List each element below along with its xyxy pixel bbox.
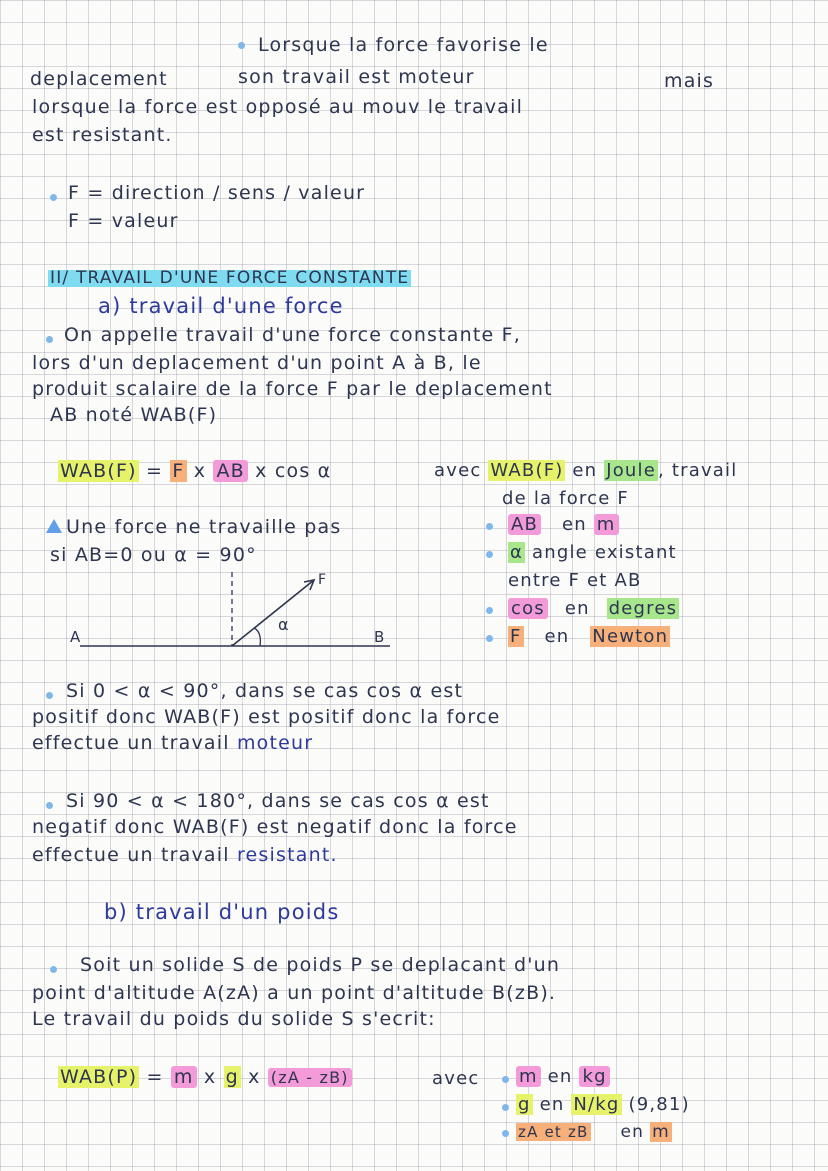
times-sign: x: [255, 460, 268, 482]
bullet-icon: [50, 194, 57, 201]
en-label: en: [539, 1094, 565, 1115]
resistant-word: resistant.: [236, 844, 338, 866]
mass-symbol: m: [171, 1066, 197, 1088]
work-symbol: WAB(P): [60, 1066, 138, 1088]
bullet-icon: [486, 551, 493, 558]
en-label: en: [547, 1066, 573, 1087]
meter-unit: m: [594, 514, 619, 535]
en-label: en: [620, 1122, 645, 1142]
gravity-symbol: g: [518, 1094, 531, 1115]
point-b-label: B: [374, 628, 385, 646]
bullet-icon: [50, 966, 57, 973]
bullet-icon: [502, 1104, 509, 1111]
warning-line-1: Une force ne travaille pas: [66, 516, 342, 538]
bullet-icon: [486, 523, 493, 530]
intro-line-2a: deplacement: [30, 68, 168, 90]
subsection-a-title: a) travail d'une force: [98, 294, 344, 318]
definition-line-3: produit scalaire de la force F par le deplacement: [32, 378, 553, 400]
avec-label: avec: [434, 460, 482, 481]
force-vector: [232, 580, 314, 646]
joule-unit: Joule: [606, 460, 657, 481]
bullet-icon: [46, 802, 53, 809]
alpha-symbol: α: [510, 542, 524, 563]
weight-legend-mass: [516, 1068, 610, 1086]
gravity-symbol: g: [225, 1066, 239, 1088]
legend-line-1b: de la force F: [502, 488, 629, 509]
case2-text: effectue un travail: [32, 844, 230, 866]
equals-sign: =: [145, 460, 164, 482]
bullet-icon: [46, 692, 53, 699]
legend-alpha: [508, 544, 677, 562]
warning-line-2: si AB=0 ou α = 90°: [50, 544, 257, 566]
vector-line-2: F = valeur: [68, 210, 179, 232]
work-formula: [58, 462, 331, 481]
case2-line-3: [32, 846, 338, 865]
force-symbol: F: [510, 626, 522, 647]
case1-line-3: [32, 734, 313, 753]
intro-line-1: Lorsque la force favorise le: [258, 34, 549, 56]
case1-line-1: Si 0 < α < 90°, dans se cas cos α est: [66, 680, 464, 702]
point-a-label: A: [70, 628, 81, 646]
intro-line-3: lorsque la force est opposé au mouv le travail: [32, 96, 524, 118]
weight-work-formula: [58, 1068, 352, 1087]
weight-legend-avec: avec: [432, 1068, 480, 1089]
bullet-icon: [46, 336, 53, 343]
case2-line-1: Si 90 < α < 180°, dans se cas cos α est: [66, 790, 490, 812]
times-sign: x: [193, 460, 207, 482]
meter-unit: m: [652, 1122, 670, 1142]
weight-legend-altitude: [516, 1124, 672, 1141]
case1-text: effectue un travail: [32, 732, 230, 754]
warning-icon: [46, 519, 62, 533]
moteur-word: moteur: [236, 732, 314, 754]
equals-sign: =: [146, 1066, 164, 1088]
bullet-icon: [238, 42, 245, 49]
bullet-icon: [486, 607, 493, 614]
legend-line-1: [434, 462, 737, 480]
cos-symbol: cos α: [274, 460, 332, 482]
altitude-symbols: zA et zB: [518, 1123, 589, 1141]
times-sign: x: [203, 1066, 217, 1088]
definition-line-1: On appelle travail d'une force constante F,: [64, 324, 522, 346]
definition-line-2: lors d'un deplacement d'un point A à B, le: [32, 352, 482, 374]
work-symbol: WAB(F): [490, 460, 564, 481]
en-label: en: [564, 598, 590, 619]
angle-arc: [254, 628, 260, 646]
work-symbol: WAB(F): [60, 460, 137, 482]
case1-line-2: positif donc WAB(F) est positif donc la force: [32, 706, 501, 728]
bullet-icon: [502, 1076, 509, 1083]
force-label: F: [318, 572, 327, 588]
bullet-icon: [486, 635, 493, 642]
poids-line-2: point d'altitude A(zA) a un point d'altitude B(zB).: [32, 982, 557, 1004]
intro-line-2c: mais: [664, 70, 715, 92]
intro-line-2b: son travail est moteur: [238, 66, 475, 88]
subsection-b-title: b) travail d'un poids: [104, 900, 340, 924]
angle-label: angle existant: [532, 542, 677, 563]
legend-ab: [508, 516, 619, 534]
en-label: en: [544, 626, 570, 647]
newton-unit: Newton: [592, 626, 669, 647]
travail-label: , travail: [658, 460, 738, 481]
cos-label: cos: [508, 598, 548, 619]
intro-line-4: est resistant.: [32, 124, 173, 146]
weight-legend-gravity: [516, 1096, 690, 1114]
poids-line-3: Le travail du poids du solide S s'ecrit:: [32, 1008, 436, 1030]
legend-force: [508, 628, 670, 646]
en-label: en: [561, 514, 587, 535]
bullet-icon: [502, 1130, 509, 1137]
vector-line-1: F = direction / sens / valeur: [68, 182, 366, 204]
alpha-label: α: [278, 615, 289, 634]
gravity-value: (9,81): [628, 1094, 690, 1115]
legend-alpha-2: entre F et AB: [508, 570, 642, 591]
force-symbol: F: [172, 460, 185, 482]
en-label: en: [572, 460, 598, 481]
section-title: II/ TRAVAIL D'UNE FORCE CONSTANTE: [50, 268, 410, 288]
displacement-symbol: AB: [213, 460, 247, 482]
times-sign: x: [248, 1066, 261, 1088]
kg-unit: kg: [579, 1066, 609, 1087]
poids-line-1: Soit un solide S de poids P se deplacant d'un: [80, 954, 561, 976]
mass-symbol: m: [516, 1066, 541, 1087]
legend-cos: [508, 600, 679, 618]
displacement-symbol: AB: [508, 514, 541, 535]
degrees-unit: degres: [608, 598, 678, 619]
case2-line-2: negatif donc WAB(F) est negatif donc la force: [32, 816, 518, 838]
altitude-difference: (zA - zB): [268, 1068, 352, 1087]
force-diagram: [60, 572, 420, 652]
definition-line-4: AB noté WAB(F): [50, 404, 218, 426]
nkg-unit: N/kg: [573, 1094, 620, 1115]
